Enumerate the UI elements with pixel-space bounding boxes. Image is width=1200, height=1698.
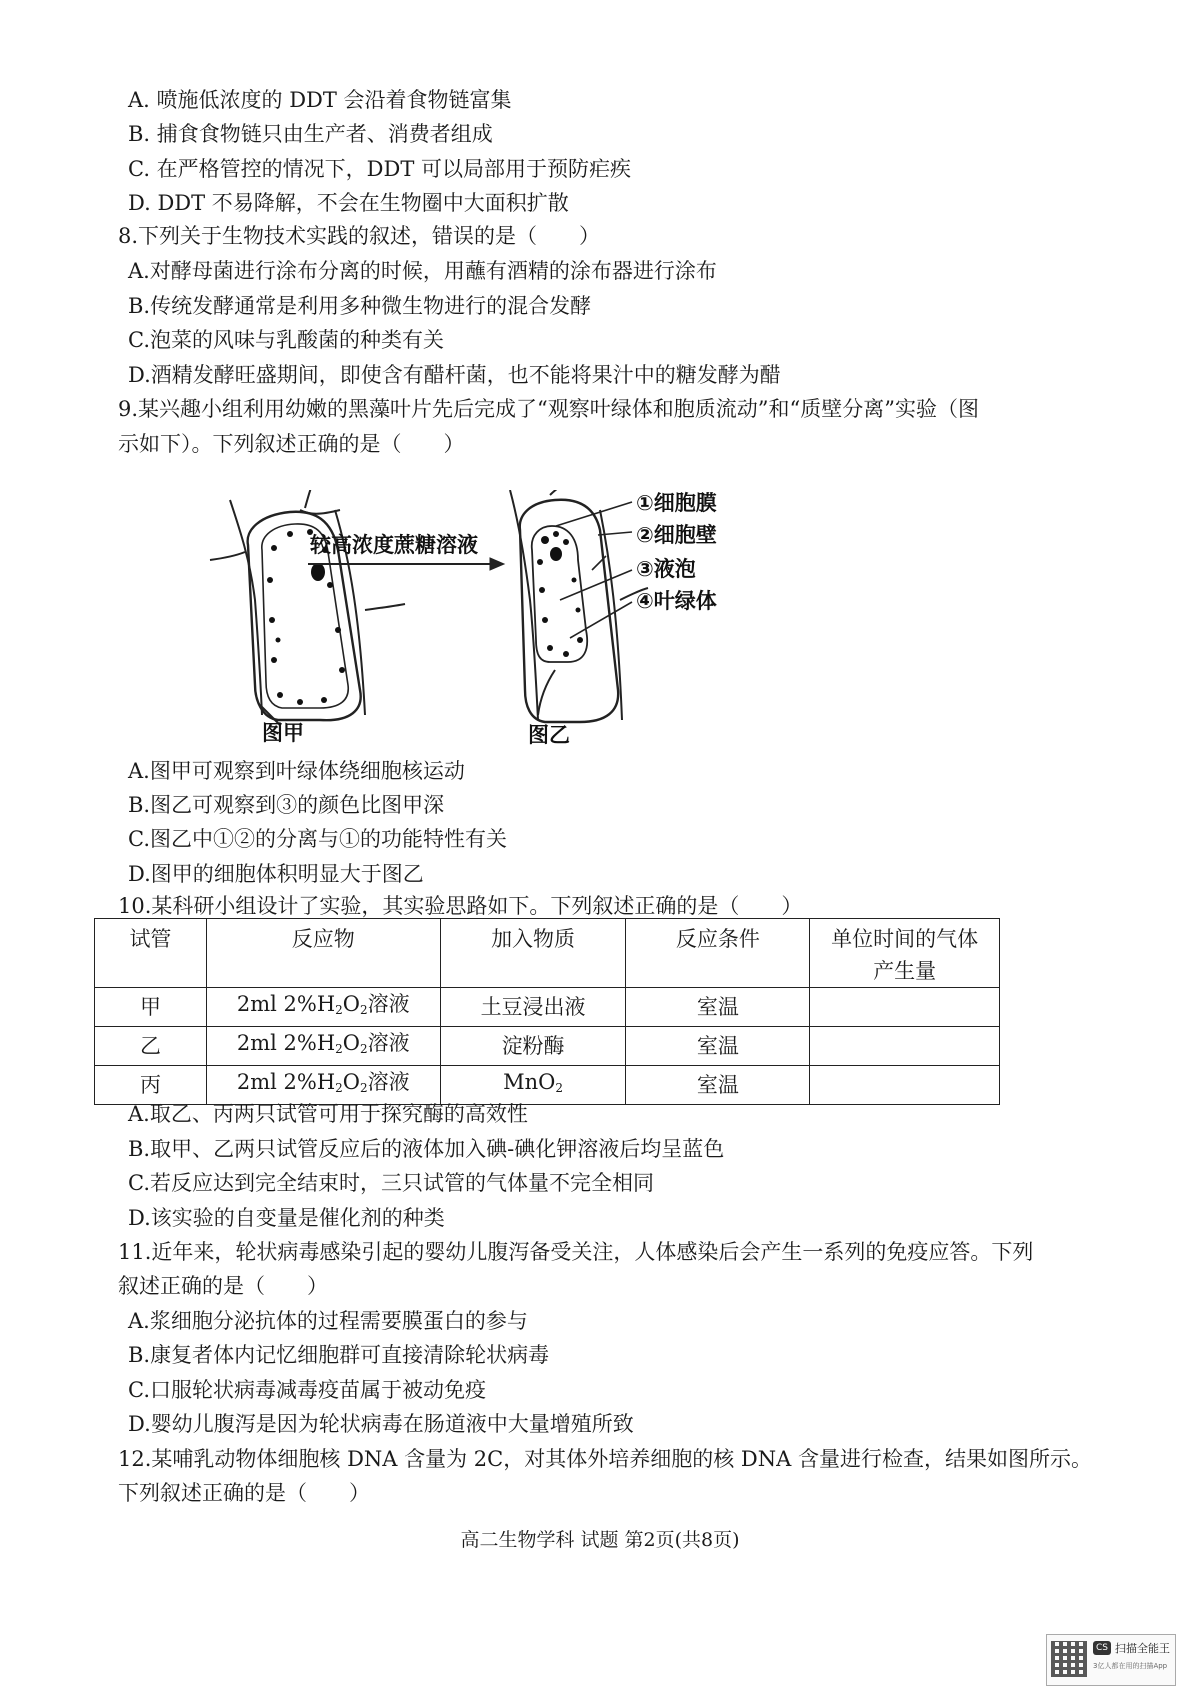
- q10-stem: 10.某科研小组设计了实验，其实验思路如下。下列叙述正确的是（ ）: [118, 894, 803, 918]
- q12-stem-line1: 12.某哺乳动物体细胞核 DNA 含量为 2C，对其体外培养细胞的核 DNA 含量进行检查，结果如图所示。: [118, 1447, 1092, 1471]
- q8-stem: 8.下列关于生物技术实践的叙述，错误的是（ ）: [118, 224, 601, 248]
- header-tube: 试管: [95, 919, 207, 988]
- q7-option-c: C. 在严格管控的情况下，DDT 可以局部用于预防疟疾: [128, 157, 632, 181]
- scanner-watermark: [1046, 1634, 1176, 1686]
- table-row: 甲 2ml $2\%H_2O_2$溶液 土豆浸出液 室温: [95, 988, 1000, 1027]
- header-condition: 反应条件: [626, 919, 810, 988]
- q10-option-a: A.取乙、丙两只试管可用于探究酶的高效性: [128, 1102, 528, 1126]
- page-footer: 高二生物学科 试题 第2页(共8页): [460, 1529, 740, 1551]
- arrow-label: 较高浓度蔗糖溶液: [310, 533, 478, 557]
- q8-option-b: B.传统发酵通常是利用多种微生物进行的混合发酵: [128, 294, 592, 318]
- badge-app-name: 扫描全能王: [1115, 1642, 1170, 1655]
- q11-stem-line2: 叙述正确的是（ ）: [118, 1274, 328, 1298]
- cell-figure-a: [210, 490, 405, 725]
- cell-figure-b: [510, 490, 648, 722]
- q9-option-a: A.图甲可观察到叶绿体绕细胞核运动: [128, 759, 465, 783]
- q9-option-c: C.图乙中①②的分离与①的功能特性有关: [128, 827, 507, 851]
- figure-b-label: 图乙: [528, 723, 570, 747]
- table-row: 乙 2ml $2\%H_2O_2$溶液 淀粉酶 室温: [95, 1027, 1000, 1066]
- table-header-row: [95, 919, 1000, 988]
- figure-a-label: 图甲: [262, 721, 304, 745]
- q10-option-b: B.取甲、乙两只试管反应后的液体加入碘-碘化钾溶液后均呈蓝色: [128, 1137, 725, 1161]
- part-label-vacuole: ③液泡: [636, 557, 696, 581]
- q8-option-d: D.酒精发酵旺盛期间，即使含有醋杆菌，也不能将果汁中的糖发酵为醋: [128, 363, 781, 387]
- q11-option-c: C.口服轮状病毒减毒疫苗属于被动免疫: [128, 1378, 486, 1402]
- q9-option-b: B.图乙可观察到③的颜色比图甲深: [128, 793, 445, 817]
- q11-stem-line1: 11.近年来，轮状病毒感染引起的婴幼儿腹泻备受关注，人体感染后会产生一系列的免疫应答。下列: [118, 1240, 1034, 1264]
- part-label-cell-wall: ②细胞壁: [636, 523, 717, 547]
- q7-option-b: B. 捕食食物链只由生产者、消费者组成: [128, 122, 493, 146]
- part-label-chloroplast: ④叶绿体: [636, 589, 717, 613]
- part-label-cell-membrane: ①细胞膜: [636, 491, 717, 515]
- qr-code-icon: [1051, 1641, 1087, 1677]
- header-gas: 单位时间的气体 产生量: [810, 919, 1000, 988]
- plasmolysis-figure: [200, 490, 820, 750]
- experiment-table: [94, 918, 1000, 1105]
- q11-option-a: A.浆细胞分泌抗体的过程需要膜蛋白的参与: [128, 1309, 528, 1333]
- cs-logo-icon: CS: [1093, 1641, 1111, 1655]
- q8-option-c: C.泡菜的风味与乳酸菌的种类有关: [128, 328, 444, 352]
- header-reactant: 反应物: [206, 919, 440, 988]
- q11-option-d: D.婴幼儿腹泻是因为轮状病毒在肠道液中大量增殖所致: [128, 1412, 634, 1436]
- q9-stem-line1: 9.某兴趣小组利用幼嫩的黑藻叶片先后完成了“观察叶绿体和胞质流动”和“质壁分离”实验（图: [118, 397, 979, 421]
- q10-option-c: C.若反应达到完全结束时，三只试管的气体量不完全相同: [128, 1171, 654, 1195]
- header-added: 加入物质: [440, 919, 626, 988]
- table-row: 丙 2ml $2\%H_2O_2$溶液 MnO$_2$ 室温: [95, 1066, 1000, 1105]
- badge-subtitle: 3亿人都在用的扫描App: [1093, 1662, 1168, 1670]
- q9-stem-line2: 示如下）。下列叙述正确的是（ ）: [118, 432, 465, 456]
- q9-option-d: D.图甲的细胞体积明显大于图乙: [128, 862, 424, 886]
- q12-stem-line2: 下列叙述正确的是（ ）: [118, 1481, 370, 1505]
- q7-option-d: D. DDT 不易降解，不会在生物圈中大面积扩散: [128, 191, 569, 215]
- q11-option-b: B.康复者体内记忆细胞群可直接清除轮状病毒: [128, 1343, 550, 1367]
- arrow-right-icon: [308, 558, 504, 570]
- q7-option-a: A. 喷施低浓度的 DDT 会沿着食物链富集: [128, 88, 512, 112]
- q8-option-a: A.对酵母菌进行涂布分离的时候，用蘸有酒精的涂布器进行涂布: [128, 259, 717, 283]
- q10-option-d: D.该实验的自变量是催化剂的种类: [128, 1206, 445, 1230]
